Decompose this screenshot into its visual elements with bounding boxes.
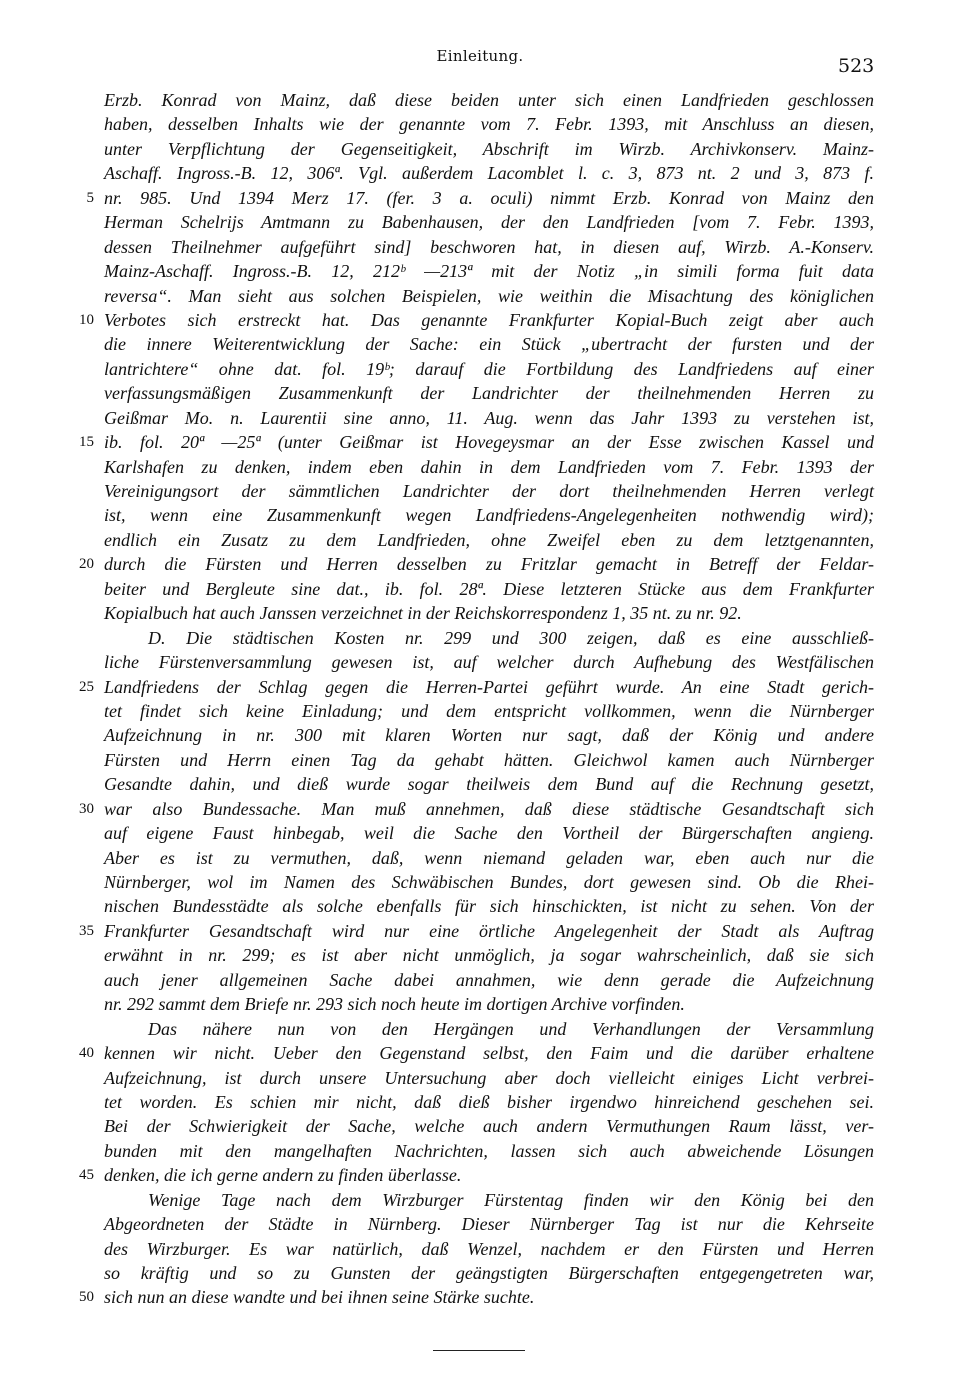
line-text: Frankfurter Gesandtschaft wird nur eine örtliche Angelegenheit der Stadt als Auftrag xyxy=(104,920,874,941)
line-text: nischen Bundesstädte als solche ebenfalls für sich hinschickten, ist nicht zu sehen. Von der xyxy=(104,896,874,917)
text-line xyxy=(0,308,960,332)
line-text: war also Bundessache. Man muß annehmen, daß diese städtische Gesandtschaft sich xyxy=(104,798,874,819)
text-line xyxy=(0,968,960,992)
line-text: Aschaff. Ingross.-B. 12, 306ª. Vgl. außerdem Lacomblet l. c. 3, 873 nt. 2 und 3, 873 f. xyxy=(104,163,874,184)
text-line xyxy=(0,846,960,870)
text-line xyxy=(0,992,960,1016)
text-line xyxy=(0,1237,960,1261)
line-text: ist, wenn eine Zusammenkunft wegen Landfriedens-Angelegenheiten nothwendig wird); xyxy=(104,505,874,526)
body-text xyxy=(0,88,960,1310)
text-line xyxy=(0,723,960,747)
line-text: die innere Weiterentwicklung der Sache: ein Stück „ubertracht der fursten und der xyxy=(104,334,874,355)
line-text: Das nähere nun von den Hergängen und Verhandlungen der Versammlung xyxy=(148,1018,874,1039)
line-text: Wenige Tage nach dem Wirzburger Fürstentag finden wir den König bei den xyxy=(148,1189,874,1210)
line-text: Nürnberger, wol im Namen des Schwäbischen Bundes, dort gewesen sind. Ob die Rhei- xyxy=(104,872,874,892)
text-line xyxy=(0,1212,960,1236)
line-text: Landfriedens der Schlag gegen die Herren-Partei geführt wurde. An eine Stadt gerich- xyxy=(104,676,874,697)
line-text: nr. 985. Und 1394 Merz 17. (fer. 3 a. oculi) nimmt Erzb. Konrad von Mainz den xyxy=(104,187,874,208)
text-line xyxy=(0,1163,960,1187)
line-number: 30 xyxy=(79,800,94,817)
line-text: Geißmar Mo. n. Laurentii sine anno, 11. Aug. wenn das Jahr 1393 zu verstehen ist, xyxy=(104,407,874,428)
text-line xyxy=(0,821,960,845)
text-line xyxy=(0,137,960,161)
line-text: auf eigene Faust hinbegab, weil die Sache den Vortheil der Bürgerschaften angieng. xyxy=(104,823,874,844)
line-text: kennen wir nicht. Ueber den Gegenstand selbst, den Faim und die darüber erhaltene xyxy=(104,1043,874,1064)
line-text: bunden mit den mangelhaften Nachrichten, lassen sich auch abweichende Lösungen xyxy=(104,1140,874,1161)
line-number: 50 xyxy=(79,1289,94,1306)
line-text: des Wirzburger. Es war natürlich, daß Wenzel, nachdem er den Fürsten und Herren xyxy=(104,1238,874,1259)
line-text: Aufzeichnung, ist durch unsere Untersuchung aber doch vielleicht einiges Licht verbrei- xyxy=(104,1067,874,1088)
line-text: unter Verpflichtung der Gegenseitigkeit, Abschrift im Wirzb. Archivkonserv. Mainz- xyxy=(104,138,874,159)
line-text: Vereinigungsort der sämmtlichen Landrichter der dort theilnehmenden Herren verlegt xyxy=(104,481,874,501)
line-text: Verbotes sich erstreckt hat. Das genannte Frankfurter Kopial-Buch zeigt aber auch xyxy=(104,309,874,330)
line-text: Erzb. Konrad von Mainz, daß diese beiden unter sich einen Landfrieden geschlossen xyxy=(104,90,874,110)
text-line xyxy=(0,919,960,943)
line-text: lantrichtere“ ohne dat. fol. 19ᵇ; darauf die Fortbildung des Landfriedens auf einer xyxy=(104,358,874,379)
text-line xyxy=(0,1188,960,1212)
text-line xyxy=(0,675,960,699)
text-line xyxy=(0,1041,960,1065)
line-text: dessen Theilnehmer aufgeführt sind] beschworen hat, in diesen auf, Wirzb. A.-Konserv. xyxy=(104,236,874,257)
text-line xyxy=(0,943,960,967)
line-text: Herman Schelrijs Amtmann zu Babenhausen, der den Landfrieden [vom 7. Febr. 1393, xyxy=(104,212,874,233)
text-line xyxy=(0,381,960,405)
line-text: Gesandte dahin, und dieß wurde sogar theilweis dem Bund auf die Rechnung gesetzt, xyxy=(104,774,874,795)
text-line xyxy=(0,772,960,796)
line-text: Abgeordneten der Städte in Nürnberg. Dieser Nürnberger Tag ist nur die Kehrseite xyxy=(104,1214,874,1235)
line-text: ib. fol. 20ª —25ª (unter Geißmar ist Hovegeysmar an der Esse zwischen Kassel und xyxy=(104,432,874,453)
line-text: verfassungsmäßigen Zusammenkunft der Landrichter der theilnehmenden Herren zu xyxy=(104,383,874,404)
text-line xyxy=(0,1090,960,1114)
text-line xyxy=(0,357,960,381)
line-text: Mainz-Aschaff. Ingross.-B. 12, 212ᵇ —213ª mit der Notiz „in simili forma fuit data xyxy=(104,261,874,282)
line-text: haben, desselben Inhalts wie der genannte vom 7. Febr. 1393, mit Anschluss an diesen, xyxy=(104,114,874,135)
footer-rule xyxy=(433,1350,525,1351)
text-line xyxy=(0,1285,960,1309)
running-header-title: Einleitung. xyxy=(436,47,524,65)
text-line xyxy=(0,430,960,454)
line-text: durch die Fürsten und Herren desselben zu Fritzlar gemacht in Betreff der Feldar- xyxy=(104,554,874,575)
text-line xyxy=(0,88,960,112)
page-number: 523 xyxy=(838,55,875,77)
line-text: Karlshafen zu denken, indem eben dahin in dem Landfrieden vom 7. Febr. 1393 der xyxy=(104,456,874,477)
text-line xyxy=(0,1066,960,1090)
line-text: D. Die städtischen Kosten nr. 299 und 300 zeigen, daß es eine ausschließ- xyxy=(148,627,874,648)
text-line xyxy=(0,259,960,283)
line-text: sich nun an diese wandte und bei ihnen seine Stärke suchte. xyxy=(104,1287,535,1308)
line-text: Bei der Schwierigkeit der Sache, welche auch andern Vermuthungen Raum lässt, ver- xyxy=(104,1116,874,1137)
text-line xyxy=(0,1261,960,1285)
line-number: 40 xyxy=(79,1045,94,1062)
line-text: endlich ein Zusatz zu dem Landfrieden, ohne Zweifel eben zu dem letztgenannten, xyxy=(104,529,874,550)
line-text: Aber es ist zu vermuthen, daß, wenn niemand geladen war, eben auch nur die xyxy=(104,847,874,868)
text-line xyxy=(0,894,960,918)
text-line xyxy=(0,161,960,185)
text-line xyxy=(0,577,960,601)
text-line xyxy=(0,284,960,308)
text-line xyxy=(0,210,960,234)
text-line xyxy=(0,1114,960,1138)
line-text: denken, die ich gerne andern zu finden überlasse. xyxy=(104,1165,462,1186)
text-line xyxy=(0,332,960,356)
text-line xyxy=(0,626,960,650)
line-text: Aufzeichnung in nr. 300 mit klaren Worten nur sagt, daß der König und andere xyxy=(104,725,874,746)
text-line xyxy=(0,797,960,821)
text-line xyxy=(0,112,960,136)
line-number: 15 xyxy=(79,434,94,451)
line-number: 45 xyxy=(79,1167,94,1184)
text-line xyxy=(0,650,960,674)
line-text: erwähnt in nr. 299; es ist aber nicht unmöglich, ja sogar wahrscheinlich, daß sie sich xyxy=(104,945,874,966)
text-line xyxy=(0,186,960,210)
text-line xyxy=(0,699,960,723)
line-text: auch jener allgemeinen Sache dabei annahmen, wie denn gerade die Aufzeichnung xyxy=(104,969,874,990)
line-number: 10 xyxy=(79,311,94,328)
line-number: 35 xyxy=(79,922,94,939)
text-line xyxy=(0,870,960,894)
text-line xyxy=(0,552,960,576)
line-text: Kopialbuch hat auch Janssen verzeichnet in der Reichskorrespondenz 1, 35 nt. zu nr. 92. xyxy=(104,603,742,624)
line-text: liche Fürstenversammlung gewesen ist, auf welcher durch Aufhebung des Westfälischen xyxy=(104,652,874,673)
line-number: 5 xyxy=(86,189,94,206)
line-text: reversa“. Man sieht aus solchen Beispielen, wie weithin die Misachtung des königlichen xyxy=(104,285,874,306)
text-line xyxy=(0,455,960,479)
line-number: 25 xyxy=(79,678,94,695)
text-line xyxy=(0,479,960,503)
text-line xyxy=(0,406,960,430)
text-line xyxy=(0,601,960,625)
line-text: tet worden. Es schien mir nicht, daß dieß bisher irgendwo hinreichend geschehen sei. xyxy=(104,1091,874,1112)
line-text: beiter und Bergleute sine dat., ib. fol. 28ª. Diese letzteren Stücke aus dem Frankfurter xyxy=(104,578,874,599)
line-text: tet findet sich keine Einladung; und dem entspricht vollkommen, wenn die Nürnberger xyxy=(104,700,874,721)
text-line xyxy=(0,748,960,772)
text-line xyxy=(0,528,960,552)
text-line xyxy=(0,1139,960,1163)
line-text: so kräftig und so zu Gunsten der geängstigten Bürgerschaften entgegengetreten war, xyxy=(104,1263,874,1283)
line-text: nr. 292 sammt dem Briefe nr. 293 sich noch heute im dortigen Archive vorfinden. xyxy=(104,994,685,1015)
text-line xyxy=(0,1017,960,1041)
line-text: Fürsten und Herrn einen Tag da gehabt hätten. Gleichwol kamen auch Nürnberger xyxy=(104,749,874,770)
line-number: 20 xyxy=(79,556,94,573)
text-line xyxy=(0,235,960,259)
text-line xyxy=(0,503,960,527)
